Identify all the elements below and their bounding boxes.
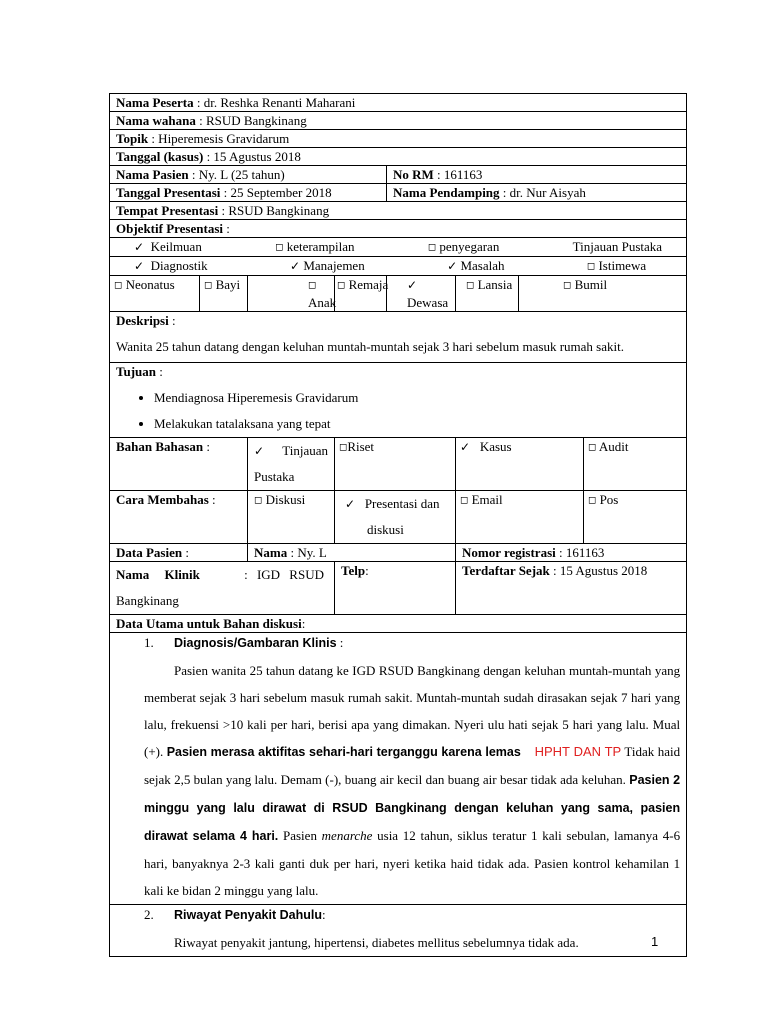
list-item: • Mendiagnosa Hiperemesis Gravidarum — [154, 385, 680, 411]
option-presentasi-diskusi[interactable]: ✓ Presentasi dan diskusi — [335, 491, 456, 544]
option-pos[interactable]: ◻ Pos — [584, 491, 687, 544]
section-1-title: Diagnosis/Gambaran Klinis — [174, 636, 337, 650]
klinik-value: : IGD RSUD — [244, 567, 324, 582]
option-diskusi[interactable]: ◻ Diskusi — [248, 491, 335, 544]
option-riset[interactable]: ◻Riset — [335, 438, 456, 491]
deskripsi-label: Deskripsi — [116, 313, 169, 328]
tempat-value: : RSUD Bangkinang — [218, 203, 330, 218]
checkbox-empty-icon: ◻ — [275, 242, 284, 253]
peserta-value: : dr. Reshka Renanti Maharani — [193, 95, 356, 110]
row-pasien — [110, 166, 687, 184]
option-tinjauan-pustaka-bahan[interactable]: ✓ Tinjauan Pustaka — [248, 438, 335, 491]
case-report-form — [109, 93, 687, 957]
option-kasus[interactable]: ✓ Kasus — [456, 438, 584, 491]
terdaftar-label: Terdaftar Sejak — [462, 563, 550, 578]
wahana-label: Nama wahana — [116, 113, 196, 128]
document-page — [109, 93, 686, 957]
section-2-text: Riwayat penyakit jantung, hipertensi, diabetes mellitus sebelumnya tidak ada. — [174, 935, 579, 950]
nama-value: : Ny. L — [287, 545, 327, 560]
tgl-presentasi-label: Tanggal Presentasi — [116, 185, 221, 200]
row-section-2: 2. Riwayat Penyakit Dahulu: Riwayat penyakit jantung, hipertensi, diabetes mellitus sebelumnya tidak ada. — [110, 905, 687, 957]
tujuan-list — [116, 385, 680, 437]
nama-label: Nama — [254, 545, 288, 560]
checkbox-empty-icon: ◻ — [460, 495, 469, 506]
checkbox-empty-icon: ◻ — [586, 261, 596, 272]
cara-label: Cara Membahas — [116, 492, 209, 507]
deskripsi-text: Wanita 25 tahun datang dengan keluhan muntah-muntah sejak 3 hari sebelum masuk rumah sakit. — [116, 339, 624, 354]
row-wahana — [110, 112, 687, 130]
tujuan-label: Tujuan — [116, 364, 156, 379]
bahan-label: Bahan Bahasan — [116, 439, 204, 454]
row-deskripsi: Deskripsi : Wanita 25 tahun datang dengan keluhan muntah-muntah sejak 3 hari sebelum masuk rumah sakit. — [110, 312, 687, 363]
option-bumil[interactable]: ◻ Bumil — [519, 276, 687, 312]
option-bayi[interactable]: ◻ Bayi — [200, 276, 248, 312]
checkbox-empty-icon: ◻ — [254, 495, 263, 506]
row-tujuan: Tujuan : • Mendiagnosa Hiperemesis Gravidarum • Melakukan tatalaksana yang tepat — [110, 363, 687, 438]
row-data-pasien: Data Pasien : Nama : Ny. L Nomor registrasi : 161163 — [110, 544, 687, 562]
option-manajemen[interactable]: ✓ Manajemen — [290, 258, 365, 273]
option-keterampilan[interactable]: ◻ keterampilan — [275, 239, 355, 254]
checkbox-empty-icon: ◻ — [114, 280, 123, 291]
klinik-label: Nama Klinik — [116, 567, 200, 582]
topik-label: Topik — [116, 131, 149, 146]
row-objektif-label: Objektif Presentasi : — [110, 220, 687, 238]
tgl-presentasi-value: : 25 September 2018 — [220, 185, 332, 200]
checkbox-empty-icon: ◻ — [427, 242, 437, 253]
check-icon: ✓ — [345, 497, 356, 511]
check-icon: ✓ — [290, 259, 301, 273]
checkbox-empty-icon: ◻ — [588, 442, 597, 453]
page-number: 1 — [651, 934, 659, 949]
tanggal-kasus-label: Tanggal (kasus) — [116, 149, 204, 164]
pasien-value: : Ny. L (25 tahun) — [188, 167, 285, 182]
check-icon: ✓ — [134, 240, 145, 254]
option-diagnostik[interactable]: ✓ Diagnostik — [134, 258, 208, 273]
checkbox-empty-icon: ◻ — [588, 495, 597, 506]
row-tgl-presentasi — [110, 184, 687, 202]
check-icon: ✓ — [407, 278, 418, 292]
wahana-value: : RSUD Bangkinang — [195, 113, 307, 128]
row-topik — [110, 130, 687, 148]
checkbox-empty-icon: ◻ — [204, 280, 213, 291]
checkbox-empty-icon: ◻ — [337, 280, 346, 291]
data-pasien-label: Data Pasien — [116, 545, 183, 560]
option-istimewa[interactable]: ◻ Istimewa — [586, 258, 647, 273]
row-tanggal-kasus — [110, 148, 687, 166]
section-1-text: Pasien wanita 25 tahun datang ke IGD RSUD Bangkinang dengan keluhan muntah-muntah yang memberat sejak 3 hari sebelum masuk rumah sakit. Muntah-muntah sudah dirasakan sejak 7 hari yang lalu, frekuensi >10 kali per hari, berisi apa yang dimakan. Nyeri ulu hati sejak 5 hari yang lalu. Mual (+). Pasien merasa aktifitas sehari-hari terganggu karena lemas HPHT DAN TP Tidak haid sejak 2,5 bulan yang lalu. Demam (-), buang air kecil dan buang air besar tidak ada keluhan. Pasien 2 minggu yang lalu dirawat di RSUD Bangkinang dengan keluhan yang sama, pasien dirawat selama 4 hari. Pasien menarche usia 12 tahun, siklus teratur 1 kali sebulan, lamanya 4-6 hari, banyaknya 2-3 kali ganti duk per hari, nyeri ketika haid tidak ada. Pasien kontrol kehamilan 1 kali ke bidan 2 minggu yang lalu. — [144, 663, 681, 898]
peserta-label: Nama Peserta — [116, 95, 194, 110]
option-email[interactable]: ◻ Email — [456, 491, 584, 544]
option-tinjauan-pustaka[interactable]: Tinjauan Pustaka — [572, 239, 663, 254]
telp-label: Telp — [341, 563, 366, 578]
topik-value: : Hiperemesis Gravidarum — [148, 131, 290, 146]
pendamping-label: Nama Pendamping — [393, 185, 500, 200]
check-icon: ✓ — [460, 440, 471, 454]
option-anak[interactable]: ◻ Anak — [248, 276, 335, 312]
checkbox-empty-icon: ◻ — [466, 280, 475, 291]
row-sasaran — [110, 276, 687, 312]
option-keilmuan[interactable]: ✓ Keilmuan — [134, 239, 202, 254]
row-objektif-1 — [110, 238, 687, 257]
check-icon: ✓ — [447, 259, 458, 273]
norm-label: No RM — [393, 167, 434, 182]
checkbox-empty-icon: ◻ — [563, 280, 572, 291]
objektif-label: Objektif Presentasi — [116, 221, 223, 236]
section-2-number: 2. — [144, 907, 154, 922]
tempat-label: Tempat Presentasi — [116, 203, 219, 218]
row-objektif-2 — [110, 257, 687, 276]
option-lansia[interactable]: ◻ Lansia — [456, 276, 519, 312]
terdaftar-value: : 15 Agustus 2018 — [549, 563, 648, 578]
norm-value: : 161163 — [433, 167, 483, 182]
checkbox-empty-icon: ◻ — [339, 442, 348, 453]
check-icon: ✓ — [254, 444, 265, 458]
checkbox-empty-icon: ◻ — [308, 280, 317, 291]
pendamping-value: : dr. Nur Aisyah — [499, 185, 586, 200]
option-masalah[interactable]: ✓ Masalah — [447, 258, 505, 273]
row-bahan: Bahan Bahasan : ✓ Tinjauan Pustaka ◻Riset ✓ Kasus ◻ Audit — [110, 438, 687, 491]
section-2-title: Riwayat Penyakit Dahulu — [174, 908, 322, 922]
row-klinik: Nama Klinik : IGD RSUD Bangkinang Telp: Terdaftar Sejak : 15 Agustus 2018 — [110, 562, 687, 615]
row-tempat — [110, 202, 687, 220]
data-utama-label: Data Utama untuk Bahan diskusi — [116, 616, 302, 631]
option-neonatus[interactable]: ◻ Neonatus — [110, 276, 200, 312]
pasien-label: Nama Pasien — [116, 167, 189, 182]
noreg-value: : 161163 — [555, 545, 605, 560]
row-peserta — [110, 94, 687, 112]
section-1-number: 1. — [144, 635, 154, 650]
check-icon: ✓ — [134, 259, 145, 273]
option-audit[interactable]: ◻ Audit — [584, 438, 687, 491]
list-item: • Melakukan tatalaksana yang tepat — [154, 411, 680, 437]
hpht-highlight: HPHT DAN TP — [534, 744, 622, 759]
tanggal-kasus-value: : 15 Agustus 2018 — [203, 149, 301, 164]
row-cara: Cara Membahas : ◻ Diskusi ✓ Presentasi dan diskusi ◻ Email ◻ Pos — [110, 491, 687, 544]
noreg-label: Nomor registrasi — [462, 545, 556, 560]
row-data-utama: Data Utama untuk Bahan diskusi: — [110, 615, 687, 633]
option-dewasa[interactable]: ✓ Dewasa — [387, 276, 456, 312]
row-section-1: 1. Diagnosis/Gambaran Klinis : Pasien wanita 25 tahun datang ke IGD RSUD Bangkinang dengan keluhan muntah-muntah yang memberat sejak 3 hari sebelum masuk rumah sakit. Muntah-muntah sudah dirasakan sejak 7 hari yang lalu, frekuensi >10 kali per hari, berisi apa yang dimakan. Nyeri ulu hati sejak 5 hari yang lalu. Mual (+). Pasien merasa aktifitas sehari-hari terganggu karena lemas HPHT DAN TP Tidak haid sejak 2,5 bulan yang lalu. Demam (-), buang air kecil dan buang air besar tidak ada keluhan. Pasien 2 minggu yang lalu dirawat di RSUD Bangkinang dengan keluhan yang sama, pasien dirawat selama 4 hari. Pasien menarche usia 12 tahun, siklus teratur 1 kali sebulan, lamanya 4-6 hari, banyaknya 2-3 kali ganti duk per hari, nyeri ketika haid tidak ada. Pasien kontrol kehamilan 1 kali ke bidan 2 minggu yang lalu. — [110, 633, 687, 905]
option-penyegaran[interactable]: ◻ penyegaran — [427, 239, 500, 254]
option-remaja[interactable]: ◻ Remaja — [335, 276, 387, 312]
